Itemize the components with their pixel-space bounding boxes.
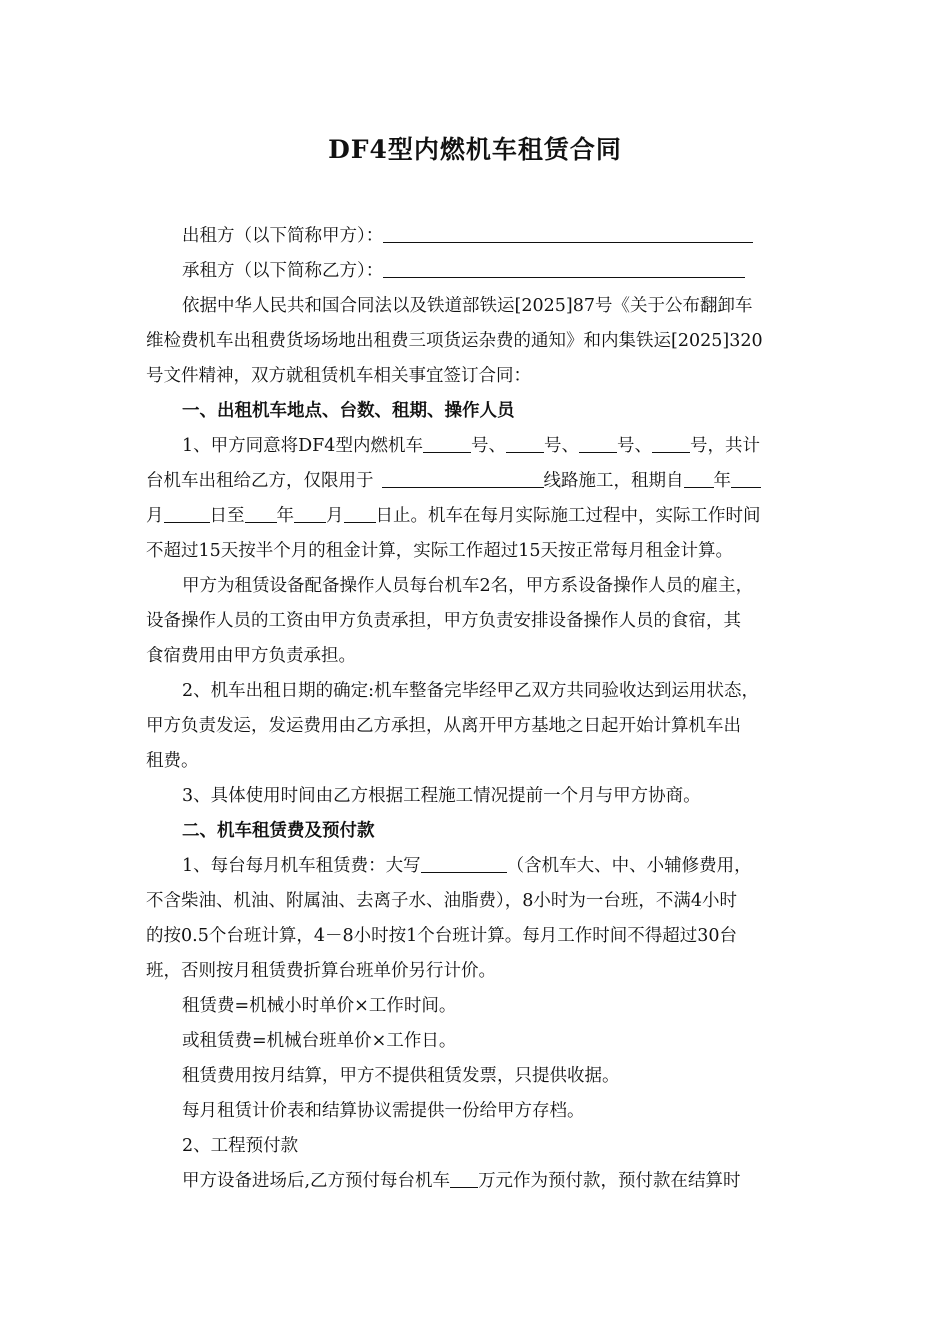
formula-line: 租赁费=机械小时单价×工作时间。 [182, 996, 457, 1016]
text-run: 甲方设备进场后,乙方预付每台机车 [182, 1171, 451, 1191]
text-run: 号、 [616, 436, 652, 456]
date-blank [245, 502, 277, 523]
document-title: DF4型内燃机车租赁合同 [328, 135, 622, 164]
section1-heading: 一、出租机车地点、台数、租期、操作人员 [182, 401, 515, 421]
s1-item1-line [146, 499, 826, 534]
date-blank [164, 502, 210, 523]
text-run: 号、 [470, 436, 506, 456]
section2-heading: 二、机车租赁费及预付款 [182, 821, 375, 841]
s2-item2-line [146, 1164, 826, 1199]
locomotive-number-blank [579, 432, 617, 453]
s1-item1-line: 不超过15天按半个月的租金计算，实际工作超过15天按正常每月租金计算。 [146, 541, 734, 561]
s2-item1-line: 不含柴油、机油、附属油、去离子水、油脂费），8小时为一台班，不满4小时 [146, 891, 738, 911]
formula-line: 或租赁费=机械台班单价×工作日。 [182, 1031, 457, 1051]
date-blank [731, 467, 761, 488]
route-blank [382, 467, 544, 488]
lessor-label: 出租方（以下简称甲方）： [182, 226, 384, 246]
text-run: 万元作为预付款，预付款在结算时 [478, 1171, 741, 1191]
text-run: 号、 [543, 436, 579, 456]
locomotive-number-blank [652, 432, 690, 453]
lessee-line [146, 254, 826, 289]
operators-line: 甲方为租赁设备配备操作人员每台机车2名，甲方系设备操作人员的雇主， [182, 576, 754, 596]
locomotive-number-blank [506, 432, 544, 453]
operators-line: 设备操作人员的工资由甲方负责承担，甲方负责安排设备操作人员的食宿，其 [146, 611, 741, 631]
text-run: 号，共计 [689, 436, 760, 456]
s2-item1-line: 班，否则按月租赁费折算台班单价另行计价。 [146, 961, 496, 981]
locomotive-number-blank [423, 432, 471, 453]
text-run: 月 [326, 506, 344, 526]
billing-line: 租赁费用按月结算，甲方不提供租赁发票，只提供收据。 [182, 1066, 620, 1086]
s1-item2-line: 租费。 [146, 751, 199, 771]
s1-item3-line: 3、具体使用时间由乙方根据工程施工情况提前一个月与甲方协商。 [182, 786, 701, 806]
text-run: 月 [146, 506, 164, 526]
contract-body [146, 219, 826, 1199]
s1-item1-line [146, 464, 826, 499]
text-run: 线路施工，租期自 [543, 471, 684, 491]
preamble-line: 依据中华人民共和国合同法以及铁道部铁运[2025]87号《关于公布翻卸车 [182, 296, 753, 316]
text-run: 1、甲方同意将DF4型内燃机车 [182, 436, 423, 456]
text-run: 年 [276, 506, 294, 526]
lessee-label: 承租方（以下简称乙方）： [182, 261, 384, 281]
text-run: （含机车大、中、小辅修费用， [506, 856, 752, 876]
s2-item2-heading: 2、工程预付款 [182, 1136, 299, 1156]
preamble-line: 号文件精神，双方就租赁机车相关事宜签订合同： [146, 366, 531, 386]
preamble-line: 维检费机车出租费货场场地出租费三项货运杂费的通知》和内集铁运[2025]320 [146, 331, 763, 351]
operators-line: 食宿费用由甲方负责承担。 [146, 646, 356, 666]
text-run: 日止。机车在每月实际施工过程中，实际工作时间 [375, 506, 761, 526]
s2-item1-line: 的按0.5个台班计算，4－8小时按1个台班计算。每月工作时间不得超过30台 [146, 926, 737, 946]
text-run: 台机车出租给乙方，仅限用于 [146, 471, 374, 491]
lessee-blank [383, 257, 745, 278]
text-run: 年 [713, 471, 731, 491]
s2-item1-line [146, 849, 826, 884]
s1-item2-line: 甲方负责发运，发运费用由乙方承担，从离开甲方基地之日起开始计算机车出 [146, 716, 741, 736]
s1-item1-line [146, 429, 826, 464]
date-blank [344, 502, 376, 523]
date-blank [294, 502, 326, 523]
text-run: 1、每台每月机车租赁费：大写 [182, 856, 421, 876]
rent-amount-blank [421, 852, 507, 873]
archive-line: 每月租赁计价表和结算协议需提供一份给甲方存档。 [182, 1101, 585, 1121]
text-run: 日至 [209, 506, 245, 526]
date-blank [684, 467, 714, 488]
s1-item2-line: 2、机车出租日期的确定:机车整备完毕经甲乙双方共同验收达到运用状态， [182, 681, 760, 701]
lessor-blank [383, 222, 753, 243]
lessor-line [146, 219, 826, 254]
prepayment-blank [450, 1167, 478, 1188]
